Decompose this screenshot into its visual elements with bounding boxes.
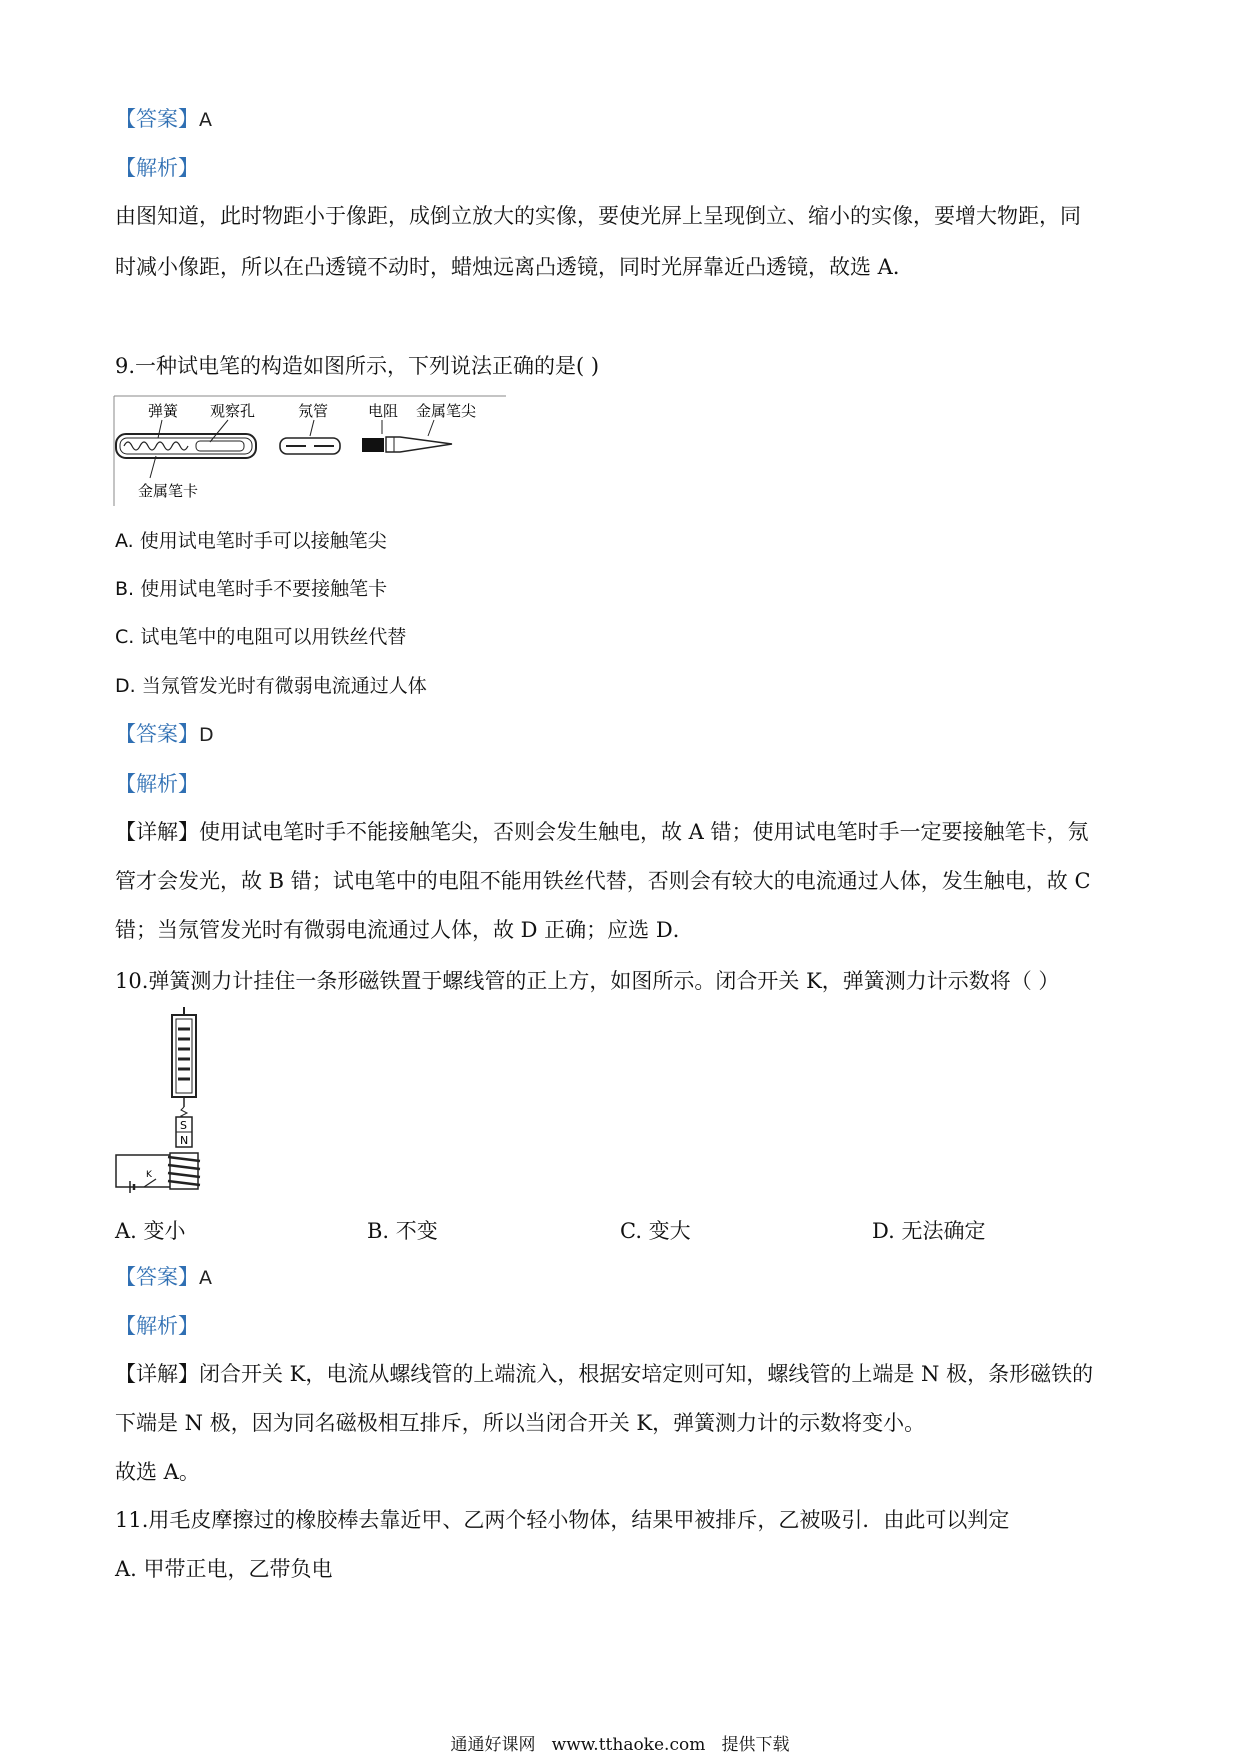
q10-answer: A [199, 1267, 212, 1289]
q10-option-d: D. 无法确定 [872, 1219, 986, 1243]
q8-answer-line [115, 104, 212, 135]
q10-detail-line-1: 【详解】闭合开关 K，电流从螺线管的上端流入，根据安培定则可知，螺线管的上端是 N 极，条形磁铁的 [115, 1362, 1094, 1386]
q10-detail-line-2: 下端是 N 极，因为同名磁极相互排斥，所以当闭合开关 K，弹簧测力计的示数将变小。 [115, 1411, 926, 1435]
label-spring: 弹簧 [148, 402, 179, 420]
q8-analysis-line-2: 时减小像距，所以在凸透镜不动时，蜡烛远离凸透镜，同时光屏靠近凸透镜，故选 A． [115, 255, 914, 279]
q9-option-a: A. 使用试电笔时手可以接触笔尖 [115, 530, 387, 552]
q9-detail-line-3: 错；当氖管发光时有微弱电流通过人体，故 D 正确；应选 D． [115, 918, 694, 942]
answer-label: 【答案】 [115, 107, 199, 131]
magnet-n-label: N [180, 1134, 189, 1147]
q8-answer: A [199, 109, 212, 131]
q9-option-d: D. 当氖管发光时有微弱电流通过人体 [115, 675, 427, 697]
solenoid-diagram [112, 1005, 212, 1193]
q10-option-c: C. 变大 [620, 1219, 691, 1243]
q9-detail-line-2: 管才会发光，故 B 错；试电笔中的电阻不能用铁丝代替，否则会有较大的电流通过人体，发生触电，故 C [115, 869, 1091, 893]
q10-conclusion: 故选 A。 [115, 1460, 200, 1484]
page-footer: 通通好课网 www.tthaoke.com 提供下载 [450, 1735, 790, 1755]
q10-option-b: B. 不变 [367, 1219, 438, 1243]
q10-stem: 10.弹簧测力计挂住一条形磁铁置于螺线管的正上方，如图所示。闭合开关 K，弹簧测力计示数将（ ） [115, 969, 1060, 993]
q9-detail-line-1: 【详解】使用试电笔时手不能接触笔尖，否则会发生触电，故 A 错；使用试电笔时手一定要接触笔卡，氖 [115, 820, 1089, 844]
q9-answer-line: 【答案】D [115, 722, 214, 746]
q9-stem: 9.一种试电笔的构造如图所示，下列说法正确的是( ) [115, 354, 600, 378]
label-window: 观察孔 [210, 402, 256, 420]
switch-k-label: K [146, 1170, 152, 1180]
q9-option-c: C. 试电笔中的电阻可以用铁丝代替 [115, 626, 407, 648]
label-tip: 金属笔尖 [416, 402, 477, 420]
q8-analysis-label: 【解析】 [115, 156, 199, 180]
label-clip: 金属笔卡 [138, 482, 199, 500]
q11-stem: 11.用毛皮摩擦过的橡胶棒去靠近甲、乙两个轻小物体，结果甲被排斥，乙被吸引．由此可以判定 [115, 1508, 1010, 1532]
q10-option-a: A. 变小 [115, 1219, 186, 1243]
q10-analysis-label: 【解析】 [115, 1314, 199, 1338]
q10-answer-line: 【答案】A [115, 1265, 212, 1289]
magnet-s-label: S [180, 1119, 187, 1132]
q9-option-b: B. 使用试电笔时手不要接触笔卡 [115, 578, 388, 600]
q8-analysis-line-1: 由图知道，此时物距小于像距，成倒立放大的实像，要使光屏上呈现倒立、缩小的实像，要增大物距，同 [115, 204, 1081, 228]
q11-option-a: A. 甲带正电，乙带负电 [115, 1557, 333, 1581]
q9-analysis-label: 【解析】 [115, 772, 199, 796]
test-pen-diagram [110, 394, 510, 510]
label-resistor: 电阻 [368, 402, 399, 420]
label-neon: 氖管 [298, 402, 329, 420]
q9-answer: D [199, 724, 214, 746]
